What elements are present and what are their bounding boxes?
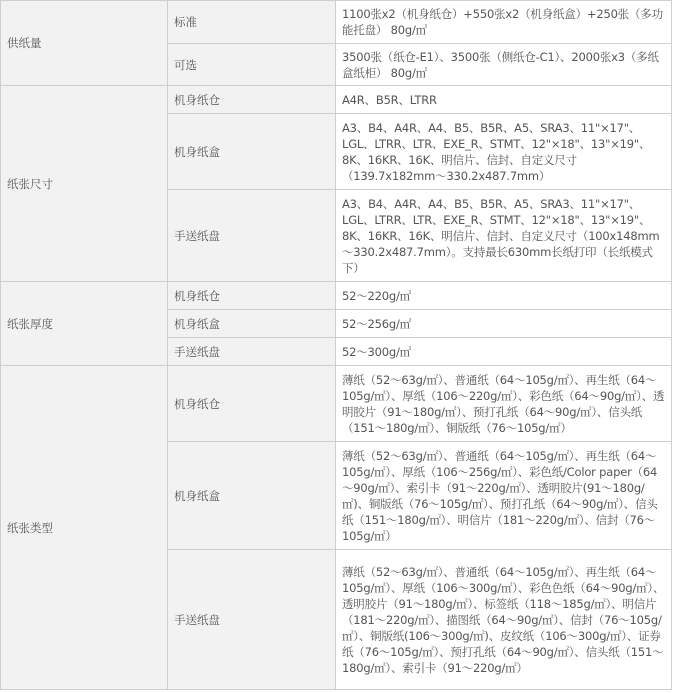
category-cell: 纸张尺寸: [1, 86, 168, 282]
label-cell: 机身纸盒: [168, 114, 336, 190]
label-cell: 手送纸盘: [168, 190, 336, 282]
label-cell: 机身纸仓: [168, 366, 336, 442]
table-row: [1, 282, 672, 310]
label-cell: 手送纸盘: [168, 338, 336, 366]
value-cell: 3500张（纸仓-E1）、3500张（侧纸仓-C1）、2000张x3（多纸盒纸柜） 80g/㎡: [336, 44, 672, 86]
category-cell: 供纸量: [1, 1, 168, 86]
label-cell: 机身纸仓: [168, 86, 336, 114]
table-row: [1, 366, 672, 442]
table-row: [1, 1, 672, 44]
value-cell: 1100张x2（机身纸仓）+550张x2（机身纸盒）+250张（多功能托盘） 80g/㎡: [336, 1, 672, 44]
category-cell: 纸张类型: [1, 366, 168, 690]
value-cell: 薄纸（52～63g/㎡）、普通纸（64～105g/㎡）、再生纸（64～105g/㎡）、厚纸（106～256g/㎡）、彩色纸/Color paper（64～90g/㎡）、索引卡（91～220g/㎡）、透明胶片(91～180g/㎡)、铜版纸（76～105g/㎡）、预打孔纸（64～90g/㎡）、信头纸（151～180g/㎡）、明信片（181～220g/㎡）、信封（76～105g/㎡）: [336, 442, 672, 550]
value-cell: 52～256g/㎡: [336, 310, 672, 338]
label-cell: 机身纸盒: [168, 310, 336, 338]
label-cell: 可选: [168, 44, 336, 86]
value-cell: 52～220g/㎡: [336, 282, 672, 310]
label-cell: 手送纸盘: [168, 550, 336, 690]
label-cell: 标准: [168, 1, 336, 44]
category-cell: 纸张厚度: [1, 282, 168, 366]
value-cell: A4R、B5R、LTRR: [336, 86, 672, 114]
value-cell: 52～300g/㎡: [336, 338, 672, 366]
value-cell: 薄纸（52～63g/㎡）、普通纸（64～105g/㎡）、再生纸（64～105g/㎡）、厚纸（106～300g/㎡）、彩色色纸（64～90g/㎡）、透明胶片（91～180g/㎡）、标签纸（118～185g/㎡）、明信片（181～220g/㎡）、描图纸（64～90g/㎡）、信封（76～105g/㎡）、铜版纸(106～300g/㎡)、皮纹纸（106～300g/㎡）、证券纸（76～105g/㎡）、预打孔纸（64～90g/㎡）、信头纸（151～180g/㎡）、索引卡（91～220g/㎡）: [336, 550, 672, 690]
value-cell: 薄纸（52～63g/㎡）、普通纸（64～105g/㎡）、再生纸（64～105g/㎡）、厚纸（106～220g/㎡）、彩色纸（64～90g/㎡）、透明胶片（91～180g/㎡）、预打孔纸（64～90g/㎡）、信头纸（151～180g/㎡）、铜版纸（76～105g/㎡）: [336, 366, 672, 442]
label-cell: 机身纸仓: [168, 282, 336, 310]
table-row: [1, 86, 672, 114]
label-cell: 机身纸盒: [168, 442, 336, 550]
value-cell: A3、B4、A4R、A4、B5、B5R、A5、SRA3、11"×17"、LGL、LTRR、LTR、EXE_R、STMT、12"×18"、13"×19"、8K、16KR、16K、明信片、信封、自定义尺寸（139.7x182mm～330.2x487.7mm）: [336, 114, 672, 190]
value-cell: A3、B4、A4R、A4、B5、B5R、A5、SRA3、11"×17"、LGL、LTRR、LTR、EXE_R、STMT、12"×18"、13"×19"、8K、16KR、16K、明信片、信封、自定义尺寸（100x148mm～330.2x487.7mm）。支持最长630mm长纸打印（长纸模式下）: [336, 190, 672, 282]
